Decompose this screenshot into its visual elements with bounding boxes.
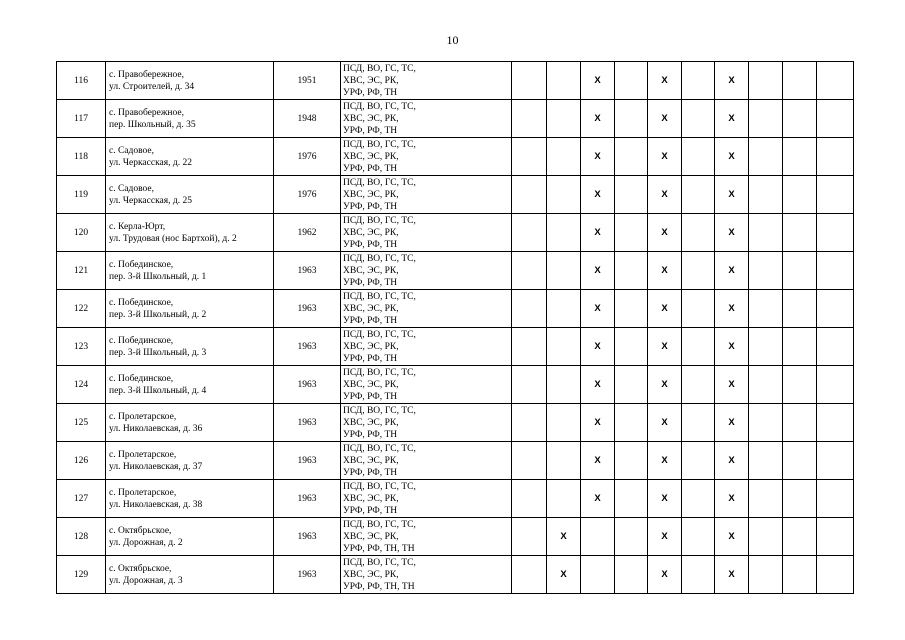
- mark-cell: [682, 252, 715, 290]
- row-number: 129: [57, 556, 106, 594]
- mark-cell: X: [715, 290, 749, 328]
- works-line: ПСД, ВО, ГС, ТС,: [343, 405, 416, 416]
- mark-cell: X: [715, 518, 749, 556]
- mark-cell: X: [648, 62, 682, 100]
- works-line: ПСД, ВО, ГС, ТС,: [343, 101, 416, 112]
- works-line: ХВС, ЭС, РК,: [343, 303, 399, 314]
- mark-cell: [749, 290, 783, 328]
- mark-cell: [682, 62, 715, 100]
- address-cell: [106, 138, 274, 176]
- address-street: ул. Трудовая (нос Бартхой), д. 2: [109, 233, 237, 244]
- mark-cell: [547, 100, 581, 138]
- mark-cell: X: [581, 138, 615, 176]
- mark-cell: [547, 366, 581, 404]
- empty-cell: [817, 480, 854, 518]
- mark-cell: [749, 404, 783, 442]
- mark-cell: X: [648, 176, 682, 214]
- mark-cell: [749, 176, 783, 214]
- mark-cell: X: [715, 176, 749, 214]
- works-line: ПСД, ВО, ГС, ТС,: [343, 253, 416, 264]
- construction-year: 1962: [274, 214, 341, 252]
- mark-cell: [749, 328, 783, 366]
- mark-cell: [749, 100, 783, 138]
- construction-year: 1963: [274, 290, 341, 328]
- works-line: УРФ, РФ, ТН: [343, 467, 398, 478]
- table-row: [57, 62, 854, 100]
- mark-cell: [547, 442, 581, 480]
- construction-year: 1963: [274, 518, 341, 556]
- address-cell: [106, 442, 274, 480]
- works-line: ПСД, ВО, ГС, ТС,: [343, 557, 416, 568]
- works-line: УРФ, РФ, ТН: [343, 87, 398, 98]
- mark-cell: [581, 518, 615, 556]
- empty-cell: [817, 176, 854, 214]
- empty-cell: [817, 62, 854, 100]
- mark-cell: X: [581, 100, 615, 138]
- mark-cell: X: [648, 138, 682, 176]
- mark-cell: X: [648, 290, 682, 328]
- mark-cell: [682, 556, 715, 594]
- mark-cell: [512, 442, 547, 480]
- mark-cell: [615, 176, 648, 214]
- mark-cell: X: [715, 328, 749, 366]
- address-cell: [106, 556, 274, 594]
- works-line: ХВС, ЭС, РК,: [343, 417, 399, 428]
- table-row: [57, 138, 854, 176]
- mark-cell: [749, 480, 783, 518]
- works-line: УРФ, РФ, ТН: [343, 239, 398, 250]
- works-line: УРФ, РФ, ТН: [343, 429, 398, 440]
- works-line: УРФ, РФ, ТН: [343, 315, 398, 326]
- address-street: пер. 3-й Школьный, д. 2: [109, 309, 207, 320]
- mark-cell: X: [648, 404, 682, 442]
- address-cell: [106, 214, 274, 252]
- mark-cell: X: [547, 518, 581, 556]
- works-line: ПСД, ВО, ГС, ТС,: [343, 291, 416, 302]
- mark-cell: X: [581, 404, 615, 442]
- construction-year: 1963: [274, 556, 341, 594]
- mark-cell: X: [648, 366, 682, 404]
- mark-cell: X: [715, 556, 749, 594]
- works-line: ПСД, ВО, ГС, ТС,: [343, 215, 416, 226]
- empty-cell: [817, 252, 854, 290]
- address-cell: [106, 290, 274, 328]
- table-row: [57, 404, 854, 442]
- row-number: 116: [57, 62, 106, 100]
- table-row: [57, 290, 854, 328]
- works-line: ПСД, ВО, ГС, ТС,: [343, 367, 416, 378]
- works-line: ХВС, ЭС, РК,: [343, 227, 399, 238]
- address-settlement: с. Побединское,: [109, 259, 174, 270]
- empty-cell: [817, 290, 854, 328]
- empty-cell: [783, 252, 817, 290]
- works-line: УРФ, РФ, ТН: [343, 391, 398, 402]
- construction-year: 1963: [274, 328, 341, 366]
- works-line: УРФ, РФ, ТН: [343, 277, 398, 288]
- mark-cell: X: [715, 138, 749, 176]
- empty-cell: [817, 328, 854, 366]
- empty-cell: [817, 100, 854, 138]
- empty-cell: [817, 366, 854, 404]
- works-line: ПСД, ВО, ГС, ТС,: [343, 139, 416, 150]
- row-number: 119: [57, 176, 106, 214]
- mark-cell: [547, 404, 581, 442]
- works-line: ПСД, ВО, ГС, ТС,: [343, 329, 416, 340]
- table-row: [57, 214, 854, 252]
- mark-cell: [512, 518, 547, 556]
- address-cell: [106, 252, 274, 290]
- address-street: ул. Николаевская, д. 37: [109, 461, 203, 472]
- mark-cell: [581, 556, 615, 594]
- row-number: 127: [57, 480, 106, 518]
- address-street: пер. 3-й Школьный, д. 4: [109, 385, 207, 396]
- row-number: 117: [57, 100, 106, 138]
- construction-year: 1963: [274, 442, 341, 480]
- works-line: ХВС, ЭС, РК,: [343, 569, 399, 580]
- mark-cell: X: [715, 480, 749, 518]
- mark-cell: X: [648, 556, 682, 594]
- works-line: ХВС, ЭС, РК,: [343, 189, 399, 200]
- mark-cell: [547, 328, 581, 366]
- mark-cell: [682, 480, 715, 518]
- address-settlement: с. Пролетарское,: [109, 487, 177, 498]
- address-settlement: с. Правобережное,: [109, 107, 184, 118]
- works-line: ХВС, ЭС, РК,: [343, 341, 399, 352]
- mark-cell: [615, 252, 648, 290]
- empty-cell: [817, 404, 854, 442]
- mark-cell: [615, 480, 648, 518]
- row-number: 118: [57, 138, 106, 176]
- mark-cell: [749, 442, 783, 480]
- mark-cell: [749, 252, 783, 290]
- mark-cell: [682, 138, 715, 176]
- mark-cell: X: [648, 518, 682, 556]
- works-cell: [341, 366, 512, 404]
- empty-cell: [783, 328, 817, 366]
- mark-cell: [615, 62, 648, 100]
- table-row: [57, 176, 854, 214]
- mark-cell: X: [715, 62, 749, 100]
- works-cell: [341, 480, 512, 518]
- mark-cell: [512, 404, 547, 442]
- mark-cell: [749, 556, 783, 594]
- works-cell: [341, 176, 512, 214]
- works-line: ХВС, ЭС, РК,: [343, 493, 399, 504]
- construction-year: 1976: [274, 138, 341, 176]
- mark-cell: X: [715, 366, 749, 404]
- table-row: [57, 252, 854, 290]
- page-number: 10: [446, 33, 459, 47]
- mark-cell: [682, 404, 715, 442]
- empty-cell: [783, 480, 817, 518]
- empty-cell: [783, 366, 817, 404]
- works-line: ПСД, ВО, ГС, ТС,: [343, 63, 416, 74]
- address-cell: [106, 480, 274, 518]
- works-line: ПСД, ВО, ГС, ТС,: [343, 443, 416, 454]
- mark-cell: X: [715, 100, 749, 138]
- works-line: ПСД, ВО, ГС, ТС,: [343, 519, 416, 530]
- works-line: ХВС, ЭС, РК,: [343, 379, 399, 390]
- works-line: ХВС, ЭС, РК,: [343, 75, 399, 86]
- mark-cell: [615, 328, 648, 366]
- mark-cell: [682, 366, 715, 404]
- address-settlement: с. Садовое,: [109, 145, 154, 156]
- mark-cell: [682, 290, 715, 328]
- works-line: УРФ, РФ, ТН: [343, 201, 398, 212]
- empty-cell: [817, 442, 854, 480]
- mark-cell: X: [715, 252, 749, 290]
- empty-cell: [817, 214, 854, 252]
- works-line: ПСД, ВО, ГС, ТС,: [343, 481, 416, 492]
- mark-cell: X: [581, 252, 615, 290]
- empty-cell: [817, 556, 854, 594]
- table-row: [57, 518, 854, 556]
- mark-cell: [682, 328, 715, 366]
- mark-cell: [547, 62, 581, 100]
- mark-cell: [749, 366, 783, 404]
- construction-year: 1948: [274, 100, 341, 138]
- mark-cell: X: [648, 252, 682, 290]
- address-street: пер. Школьный, д. 35: [109, 119, 196, 130]
- empty-cell: [783, 138, 817, 176]
- mark-cell: [615, 518, 648, 556]
- mark-cell: [512, 214, 547, 252]
- table-row: [57, 442, 854, 480]
- address-street: ул. Дорожная, д. 3: [109, 575, 183, 586]
- table-row: [57, 480, 854, 518]
- mark-cell: X: [581, 366, 615, 404]
- mark-cell: [749, 138, 783, 176]
- address-street: ул. Строителей, д. 34: [109, 81, 195, 92]
- empty-cell: [783, 214, 817, 252]
- row-number: 125: [57, 404, 106, 442]
- mark-cell: [682, 100, 715, 138]
- mark-cell: [749, 62, 783, 100]
- mark-cell: X: [648, 480, 682, 518]
- mark-cell: [547, 252, 581, 290]
- mark-cell: [682, 176, 715, 214]
- address-cell: [106, 328, 274, 366]
- mark-cell: X: [581, 214, 615, 252]
- row-number: 128: [57, 518, 106, 556]
- table-row: [57, 366, 854, 404]
- mark-cell: [512, 328, 547, 366]
- row-number: 120: [57, 214, 106, 252]
- register-table: [56, 61, 854, 594]
- construction-year: 1963: [274, 366, 341, 404]
- mark-cell: [682, 442, 715, 480]
- works-cell: [341, 252, 512, 290]
- works-line: ХВС, ЭС, РК,: [343, 113, 399, 124]
- mark-cell: X: [581, 290, 615, 328]
- mark-cell: [615, 442, 648, 480]
- works-cell: [341, 328, 512, 366]
- mark-cell: [682, 518, 715, 556]
- works-cell: [341, 518, 512, 556]
- mark-cell: [512, 252, 547, 290]
- mark-cell: X: [715, 442, 749, 480]
- empty-cell: [783, 404, 817, 442]
- address-street: ул. Черкасская, д. 22: [109, 157, 192, 168]
- address-settlement: с. Побединское,: [109, 373, 174, 384]
- mark-cell: [615, 556, 648, 594]
- mark-cell: X: [715, 404, 749, 442]
- mark-cell: [547, 214, 581, 252]
- works-line: ХВС, ЭС, РК,: [343, 455, 399, 466]
- mark-cell: [547, 138, 581, 176]
- address-settlement: с. Садовое,: [109, 183, 154, 194]
- empty-cell: [783, 176, 817, 214]
- works-cell: [341, 100, 512, 138]
- address-cell: [106, 176, 274, 214]
- row-number: 123: [57, 328, 106, 366]
- works-line: ПСД, ВО, ГС, ТС,: [343, 177, 416, 188]
- works-cell: [341, 62, 512, 100]
- works-line: УРФ, РФ, ТН, ТН: [343, 581, 415, 592]
- row-number: 124: [57, 366, 106, 404]
- mark-cell: X: [581, 328, 615, 366]
- mark-cell: X: [648, 214, 682, 252]
- construction-year: 1976: [274, 176, 341, 214]
- construction-year: 1951: [274, 62, 341, 100]
- row-number: 126: [57, 442, 106, 480]
- mark-cell: [547, 176, 581, 214]
- address-street: пер. 3-й Школьный, д. 3: [109, 347, 207, 358]
- address-cell: [106, 100, 274, 138]
- address-settlement: с. Октябрьское,: [109, 563, 172, 574]
- address-street: ул. Черкасская, д. 25: [109, 195, 192, 206]
- works-line: УРФ, РФ, ТН: [343, 163, 398, 174]
- row-number: 122: [57, 290, 106, 328]
- row-number: 121: [57, 252, 106, 290]
- address-cell: [106, 518, 274, 556]
- mark-cell: [547, 480, 581, 518]
- empty-cell: [783, 290, 817, 328]
- mark-cell: [615, 100, 648, 138]
- mark-cell: X: [648, 328, 682, 366]
- address-cell: [106, 62, 274, 100]
- address-street: пер. 3-й Школьный, д. 1: [109, 271, 207, 282]
- address-settlement: с. Побединское,: [109, 335, 174, 346]
- address-cell: [106, 366, 274, 404]
- mark-cell: [615, 404, 648, 442]
- table-row: [57, 328, 854, 366]
- mark-cell: [547, 290, 581, 328]
- mark-cell: X: [581, 480, 615, 518]
- mark-cell: X: [581, 176, 615, 214]
- empty-cell: [783, 100, 817, 138]
- mark-cell: [749, 518, 783, 556]
- mark-cell: X: [715, 214, 749, 252]
- works-line: УРФ, РФ, ТН: [343, 505, 398, 516]
- mark-cell: X: [581, 62, 615, 100]
- mark-cell: [512, 138, 547, 176]
- mark-cell: [512, 62, 547, 100]
- works-cell: [341, 214, 512, 252]
- mark-cell: [749, 214, 783, 252]
- works-line: УРФ, РФ, ТН: [343, 125, 398, 136]
- empty-cell: [783, 62, 817, 100]
- works-cell: [341, 290, 512, 328]
- works-cell: [341, 404, 512, 442]
- mark-cell: [615, 290, 648, 328]
- mark-cell: X: [648, 100, 682, 138]
- works-line: ХВС, ЭС, РК,: [343, 265, 399, 276]
- address-settlement: с. Правобережное,: [109, 69, 184, 80]
- mark-cell: [615, 214, 648, 252]
- empty-cell: [783, 518, 817, 556]
- mark-cell: [512, 290, 547, 328]
- empty-cell: [817, 138, 854, 176]
- address-settlement: с. Пролетарское,: [109, 411, 177, 422]
- mark-cell: [615, 138, 648, 176]
- construction-year: 1963: [274, 252, 341, 290]
- construction-year: 1963: [274, 480, 341, 518]
- mark-cell: [615, 366, 648, 404]
- works-cell: [341, 442, 512, 480]
- mark-cell: X: [648, 442, 682, 480]
- address-settlement: с. Побединское,: [109, 297, 174, 308]
- address-street: ул. Николаевская, д. 38: [109, 499, 203, 510]
- mark-cell: [512, 176, 547, 214]
- works-line: ХВС, ЭС, РК,: [343, 151, 399, 162]
- table-body: [57, 62, 854, 594]
- mark-cell: X: [547, 556, 581, 594]
- mark-cell: X: [581, 442, 615, 480]
- address-settlement: с. Октябрьское,: [109, 525, 172, 536]
- address-cell: [106, 404, 274, 442]
- mark-cell: [512, 480, 547, 518]
- mark-cell: [512, 100, 547, 138]
- address-settlement: с. Пролетарское,: [109, 449, 177, 460]
- address-settlement: с. Керла-Юрт,: [109, 221, 166, 232]
- works-cell: [341, 138, 512, 176]
- mark-cell: [512, 556, 547, 594]
- works-line: УРФ, РФ, ТН: [343, 353, 398, 364]
- works-cell: [341, 556, 512, 594]
- mark-cell: [682, 214, 715, 252]
- mark-cell: [512, 366, 547, 404]
- works-line: УРФ, РФ, ТН, ТН: [343, 543, 415, 554]
- empty-cell: [783, 442, 817, 480]
- address-street: ул. Николаевская, д. 36: [109, 423, 203, 434]
- works-line: ХВС, ЭС, РК,: [343, 531, 399, 542]
- empty-cell: [783, 556, 817, 594]
- construction-year: 1963: [274, 404, 341, 442]
- table-row: [57, 556, 854, 594]
- address-street: ул. Дорожная, д. 2: [109, 537, 183, 548]
- table-row: [57, 100, 854, 138]
- empty-cell: [817, 518, 854, 556]
